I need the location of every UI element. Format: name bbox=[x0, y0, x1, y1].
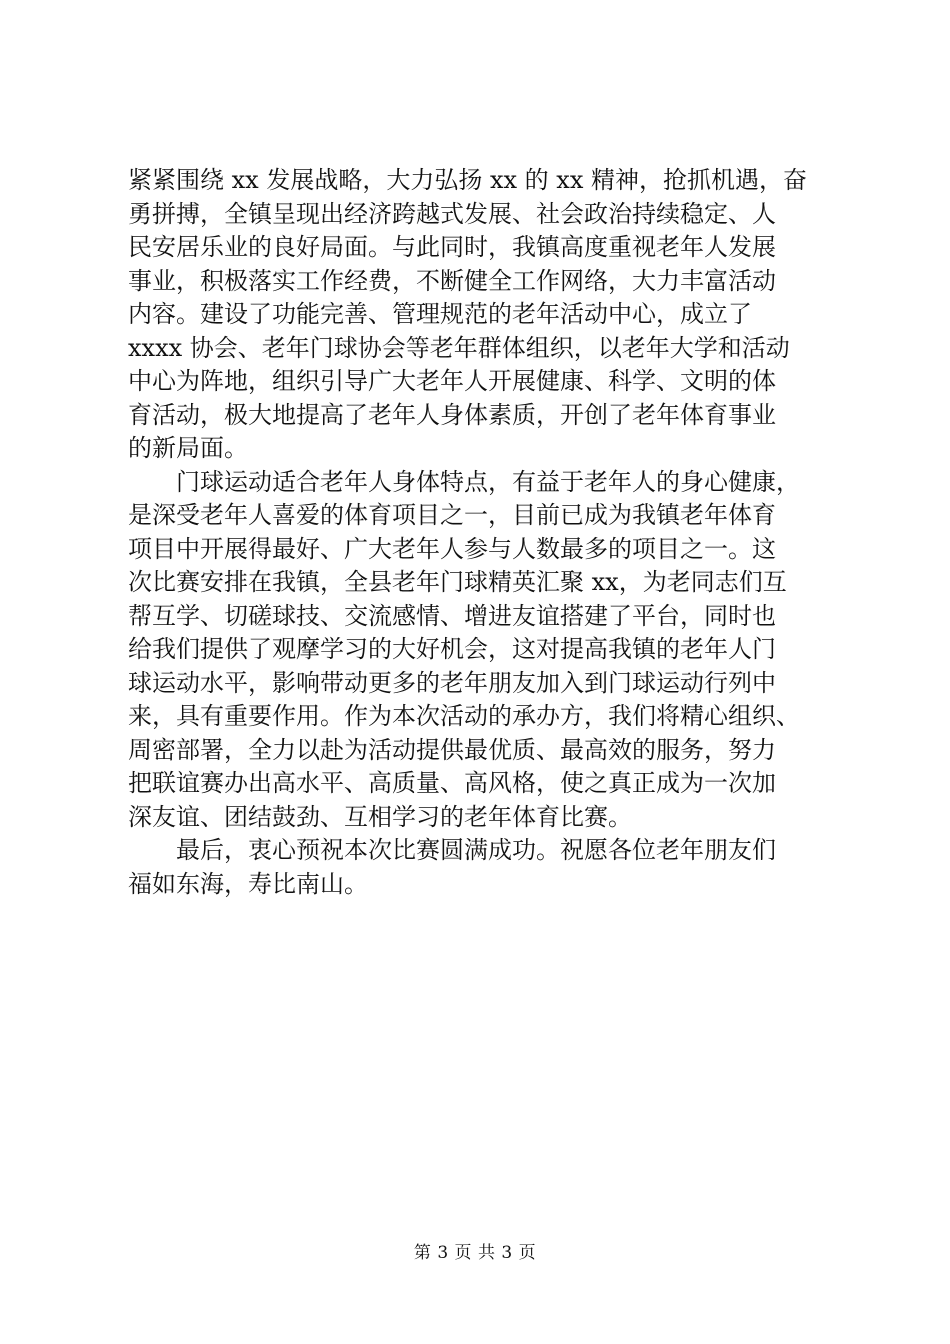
text-line: 来，具有重要作用。作为本次活动的承办方，我们将精心组织、 bbox=[128, 702, 800, 730]
text-line: 把联谊赛办出高水平、高质量、高风格，使之真正成为一次加 bbox=[128, 769, 776, 797]
text-line: 给我们提供了观摩学习的大好机会，这对提高我镇的老年人门 bbox=[128, 635, 776, 663]
text-line: 民安居乐业的良好局面。与此同时，我镇高度重视老年人发展 bbox=[128, 233, 776, 261]
document-body bbox=[128, 164, 828, 901]
text-line: 育活动，极大地提高了老年人身体素质，开创了老年体育事业 bbox=[128, 400, 776, 429]
text-line: 中心为阵地，组织引导广大老年人开展健康、科学、文明的体 bbox=[128, 367, 776, 395]
page-number-footer: 第 3 页 共 3 页 bbox=[413, 1243, 537, 1263]
text-line: 事业，积极落实工作经费，不断健全工作网络，大力丰富活动 bbox=[128, 266, 776, 295]
text-line: 门球运动适合老年人身体特点，有益于老年人的身心健康， bbox=[128, 467, 800, 496]
text-line: 勇拼搏，全镇呈现出经济跨越式发展、社会政治持续稳定、人 bbox=[128, 199, 776, 228]
text-line: 帮互学、切磋球技、交流感情、增进友谊搭建了平台，同时也 bbox=[128, 601, 776, 630]
text-line: 次比赛安排在我镇，全县老年门球精英汇聚 xx，为老同志们互 bbox=[128, 568, 787, 596]
text-line: 紧紧围绕 xx 发展战略，大力弘扬 xx 的 xx 精神，抢抓机遇，奋 bbox=[128, 166, 807, 194]
text-line: 周密部署，全力以赴为活动提供最优质、最高效的服务，努力 bbox=[128, 735, 776, 764]
text-line: 项目中开展得最好、广大老年人参与人数最多的项目之一。这 bbox=[128, 534, 776, 563]
text-line: 最后，衷心预祝本次比赛圆满成功。祝愿各位老年朋友们 bbox=[128, 836, 776, 864]
text-line: 福如东海，寿比南山。 bbox=[128, 869, 368, 898]
text-line: 球运动水平，影响带动更多的老年朋友加入到门球运动行列中 bbox=[128, 668, 776, 697]
text-line: xxxx 协会、老年门球协会等老年群体组织，以老年大学和活动 bbox=[128, 333, 790, 362]
text-line: 是深受老年人喜爱的体育项目之一，目前已成为我镇老年体育 bbox=[128, 501, 776, 529]
text-line: 内容。建设了功能完善、管理规范的老年活动中心，成立了 bbox=[128, 300, 752, 328]
text-line: 的新局面。 bbox=[128, 434, 248, 462]
text-line: 深友谊、团结鼓劲、互相学习的老年体育比赛。 bbox=[128, 802, 632, 831]
